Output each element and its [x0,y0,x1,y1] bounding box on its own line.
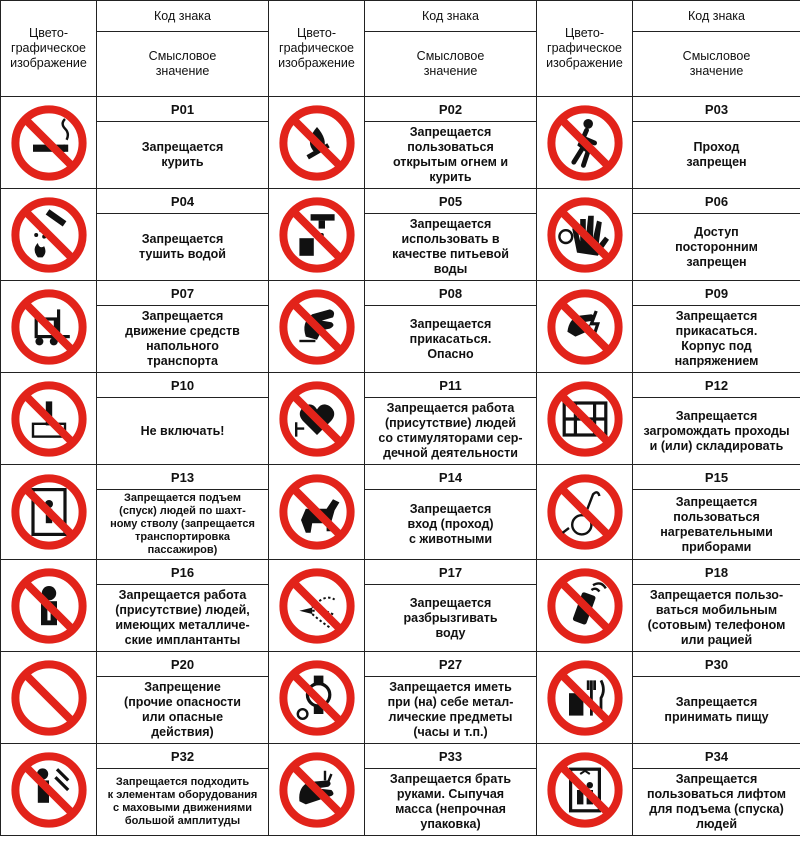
general-prohibition-icon [1,658,96,738]
sign-meaning: Запрещается вход (проход) с животными [365,490,537,560]
sign-meaning: Запрещается курить [97,122,269,189]
no-metal-implants-icon [1,566,96,646]
sign-code: P18 [633,560,800,585]
sign-meaning: Запрещается движение средств напольного транспорта [97,306,269,373]
sign-image-cell [537,373,633,465]
sign-meaning: Запрещается пользоваться лифтом для подъема (спуска) людей [633,769,800,836]
header-code-label: Код знака [97,1,269,32]
sign-code: P02 [365,97,537,122]
sign-code: P08 [365,281,537,306]
sign-row [1,373,800,398]
sign-image-cell [537,744,633,836]
no-open-flame-icon [269,103,364,183]
sign-image-cell [1,652,97,744]
header-code-label: Код знака [365,1,537,32]
no-shaft-lift-icon [1,472,96,552]
no-metal-objects-icon [269,658,364,738]
sign-code: P12 [633,373,800,398]
sign-code: P13 [97,465,269,490]
sign-code: P04 [97,189,269,214]
header-meaning-label: Смысловое значение [633,32,800,97]
sign-image-cell [269,97,365,189]
no-animals-icon [269,472,364,552]
no-bare-hands-icon [269,750,364,830]
sign-row [1,465,800,490]
no-approach-swinging-icon [1,750,96,830]
no-water-extinguish-icon [1,195,96,275]
no-eating-icon [537,658,632,738]
sign-meaning: Запрещается иметь при (на) себе метал- лические предметы (часы и т.п.) [365,677,537,744]
sign-row-description [1,677,800,744]
sign-code: P10 [97,373,269,398]
no-spraying-icon [269,566,364,646]
sign-code: P06 [633,189,800,214]
sign-code: P05 [365,189,537,214]
sign-image-cell [1,560,97,652]
sign-row-description [1,585,800,652]
sign-code: P34 [633,744,800,769]
no-touch-icon [269,287,364,367]
sign-image-cell [1,465,97,560]
sign-row-description [1,769,800,836]
header-meaning-label: Смысловое значение [97,32,269,97]
table-body [1,97,800,836]
sign-meaning: Запрещается использовать в качестве питьевой воды [365,214,537,281]
sign-image-cell [269,560,365,652]
sign-code: P30 [633,652,800,677]
no-forklift-icon [1,287,96,367]
sign-image-cell [1,97,97,189]
sign-code: P09 [633,281,800,306]
sign-row [1,281,800,306]
sign-code: P33 [365,744,537,769]
sign-row [1,560,800,585]
sign-code: P07 [97,281,269,306]
sign-code: P01 [97,97,269,122]
sign-row [1,97,800,122]
sign-image-cell [269,373,365,465]
no-mobile-phone-icon [537,566,632,646]
header-image-label: Цвето- графическое изображение [537,1,633,97]
sign-meaning: Не включать! [97,398,269,465]
sign-meaning: Запрещается пользо- ваться мобильным (сотовым) телефоном или рацией [633,585,800,652]
sign-image-cell [537,465,633,560]
sign-meaning: Запрещается принимать пищу [633,677,800,744]
table-header [1,1,800,97]
sign-image-cell [537,281,633,373]
sign-code: P20 [97,652,269,677]
sign-image-cell [269,744,365,836]
sign-row [1,652,800,677]
no-access-hand-icon [537,195,632,275]
header-image-label: Цвето- графическое изображение [269,1,365,97]
sign-row-description [1,214,800,281]
sign-row-description [1,122,800,189]
sign-meaning: Запрещается разбрызгивать воду [365,585,537,652]
sign-code: P03 [633,97,800,122]
sign-code: P27 [365,652,537,677]
no-obstruction-icon [537,379,632,459]
sign-meaning: Запрещается прикасаться. Корпус под напряжением [633,306,800,373]
sign-meaning: Запрещается подходить к элементам оборудования с маховыми движениями большой амплитуды [97,769,269,836]
sign-meaning: Проход запрещен [633,122,800,189]
sign-image-cell [537,97,633,189]
sign-image-cell [1,373,97,465]
sign-meaning: Запрещается подъем (спуск) людей по шахт- ному стволу (запрещается транспортировка пассажиров) [97,490,269,560]
sign-image-cell [537,652,633,744]
sign-code: P32 [97,744,269,769]
sign-image-cell [537,560,633,652]
sign-row-description [1,490,800,560]
sign-meaning: Запрещается работа (присутствие) людей, имеющих металличе- ские имплантанты [97,585,269,652]
sign-image-cell [269,652,365,744]
sign-meaning: Доступ посторонним запрещен [633,214,800,281]
no-touch-voltage-icon [537,287,632,367]
sign-code: P17 [365,560,537,585]
sign-meaning: Запрещается работа (присутствие) людей со стимуляторами сер- дечной деятельности [365,398,537,465]
sign-image-cell [1,281,97,373]
sign-code: P11 [365,373,537,398]
no-pacemaker-icon [269,379,364,459]
no-smoking-icon [1,103,96,183]
sign-meaning: Запрещается загромождать проходы и (или) складировать [633,398,800,465]
sign-row-description [1,398,800,465]
no-switch-on-icon [1,379,96,459]
sign-image-cell [1,189,97,281]
not-drinking-water-icon [269,195,364,275]
sign-meaning: Запрещается тушить водой [97,214,269,281]
header-code-label: Код знака [633,1,800,32]
sign-image-cell [269,465,365,560]
sign-image-cell [269,281,365,373]
sign-row [1,744,800,769]
sign-code: P15 [633,465,800,490]
sign-row-description [1,306,800,373]
sign-meaning: Запрещается пользоваться нагревательными приборами [633,490,800,560]
header-image-label: Цвето- графическое изображение [1,1,97,97]
sign-meaning: Запрещение (прочие опасности или опасные действия) [97,677,269,744]
sign-image-cell [269,189,365,281]
sign-meaning: Запрещается брать руками. Сыпучая масса (непрочная упаковка) [365,769,537,836]
sign-meaning: Запрещается пользоваться открытым огнем и курить [365,122,537,189]
header-meaning-label: Смысловое значение [365,32,537,97]
sign-code: P14 [365,465,537,490]
sign-meaning: Запрещается прикасаться. Опасно [365,306,537,373]
sign-code: P16 [97,560,269,585]
no-elevator-icon [537,750,632,830]
no-pedestrians-icon [537,103,632,183]
sign-image-cell [537,189,633,281]
sign-image-cell [1,744,97,836]
no-heaters-icon [537,472,632,552]
sign-row [1,189,800,214]
